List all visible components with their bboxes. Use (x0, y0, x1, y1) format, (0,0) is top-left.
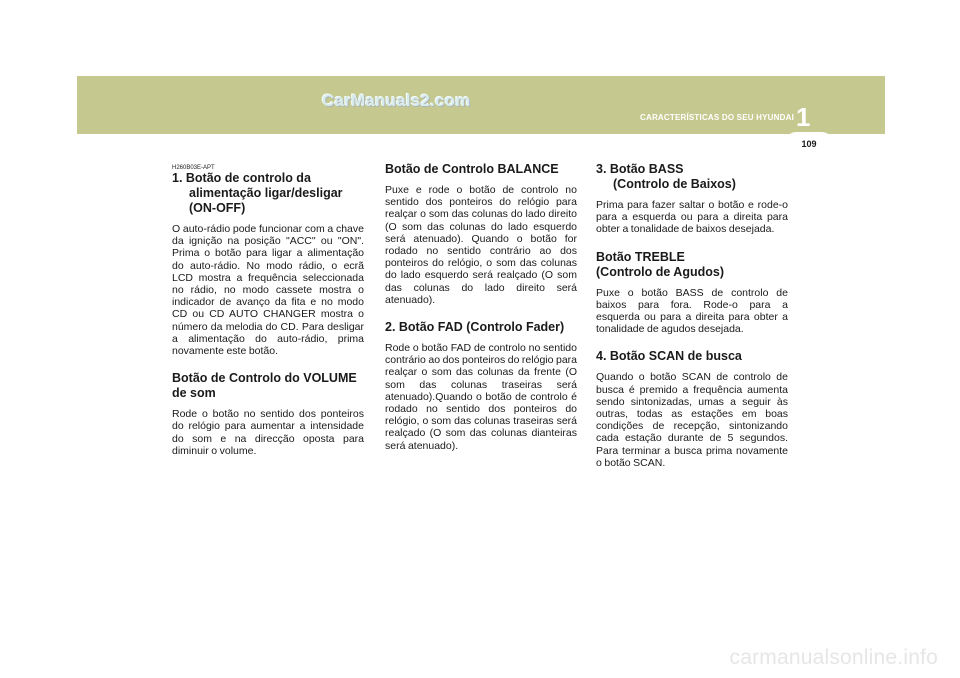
heading-scan: 4. Botão SCAN de busca (596, 349, 742, 364)
heading-line: Botão TREBLE (596, 249, 685, 264)
paragraph-power-button: O auto-rádio pode funcionar com a chave da ignição na posição "ACC" ou "ON". Prima o botão para ligar a alimentação do auto-rádio. No modo rádio, o ecrã LCD mostra a frequência seleccionada no rádio, no modo cassete mostra o indicador de avanço da fita e no modo CD ou CD AUTO CHANGER mostra o número da melodia do CD. Para desligar a alimentação do auto-rádio, prima novamente este botão. (172, 223, 364, 358)
heading-balance: Botão de Controlo BALANCE (385, 162, 559, 176)
section-code: H260B03E-APT (172, 165, 215, 171)
heading-bass (596, 162, 788, 192)
paragraph-volume: Rode o botão no sentido dos ponteiros do relógio para aumentar a intensidade do som e na direcção oposta para diminuir o volume. (172, 408, 364, 457)
heading-line: (ON-OFF) (189, 201, 246, 215)
column-left (172, 162, 364, 471)
column-middle (385, 162, 577, 466)
chapter-number: 1 (796, 102, 811, 132)
paragraph-bass: Prima para fazer saltar o botão e rode-o para a esquerda ou para a direita para obter a tonalidade de baixos desejada. (596, 199, 788, 236)
chapter-title: CARACTERÍSTICAS DO SEU HYUNDAI (639, 113, 794, 122)
heading-line: de som (172, 386, 216, 401)
heading-line: 1. Botão de controlo da (172, 171, 311, 185)
heading-treble (596, 250, 788, 280)
column-right (596, 162, 788, 483)
paragraph-treble: Puxe o botão BASS de controlo de baixos para fora. Rode-o para a esquerda ou para a direita para obter a tonalidade de agudos desejada. (596, 286, 788, 336)
header-band (77, 76, 885, 134)
heading-line: 3. Botão BASS (596, 162, 684, 176)
paragraph-balance: Puxe e rode o botão de controlo no sentido dos ponteiros do relógio para realçar o som das colunas do lado direito (O som das colunas do lado esquerdo será atenuado). Quando o botão for rodado no sentido contrário ao dos ponteiros do relógio, o som das colunas do lado esquerdo será realçado (O som das colunas do lado direito será atenuado). (385, 184, 577, 306)
paragraph-scan: Quando o botão SCAN de controlo de busca é premido a frequência aumenta sendo sintonizadas, umas a seguir às outras, todas as estações em boas condições de recepção, sintonizando cada estação durante de 5 segundos. Para terminar a busca prima novamente o botão SCAN. (596, 371, 788, 469)
watermark: carmanualsonline.info (729, 646, 938, 669)
site-logo[interactable]: CarManuals2.com (322, 91, 471, 110)
heading-line: (Controlo de Agudos) (596, 264, 724, 279)
heading-line: (Controlo de Baixos) (613, 177, 736, 191)
heading-volume (172, 371, 364, 401)
paragraph-fader: Rode o botão FAD de controlo no sentido contrário ao dos ponteiros do relógio para realçar o som das colunas da frente (O som das colunas traseiras será atenuado).Quando o botão de controlo é rodado no sentido dos ponteiros do relógio, o som das colunas traseiras será realçado (O som das colunas dianteiras será atenuado). (385, 342, 577, 452)
heading-line: alimentação ligar/desligar (189, 186, 343, 200)
heading-line: Botão de Controlo do VOLUME (172, 371, 357, 386)
heading-power-button (172, 171, 364, 216)
page-number: 109 (801, 139, 817, 149)
heading-fader: 2. Botão FAD (Controlo Fader) (385, 320, 565, 335)
